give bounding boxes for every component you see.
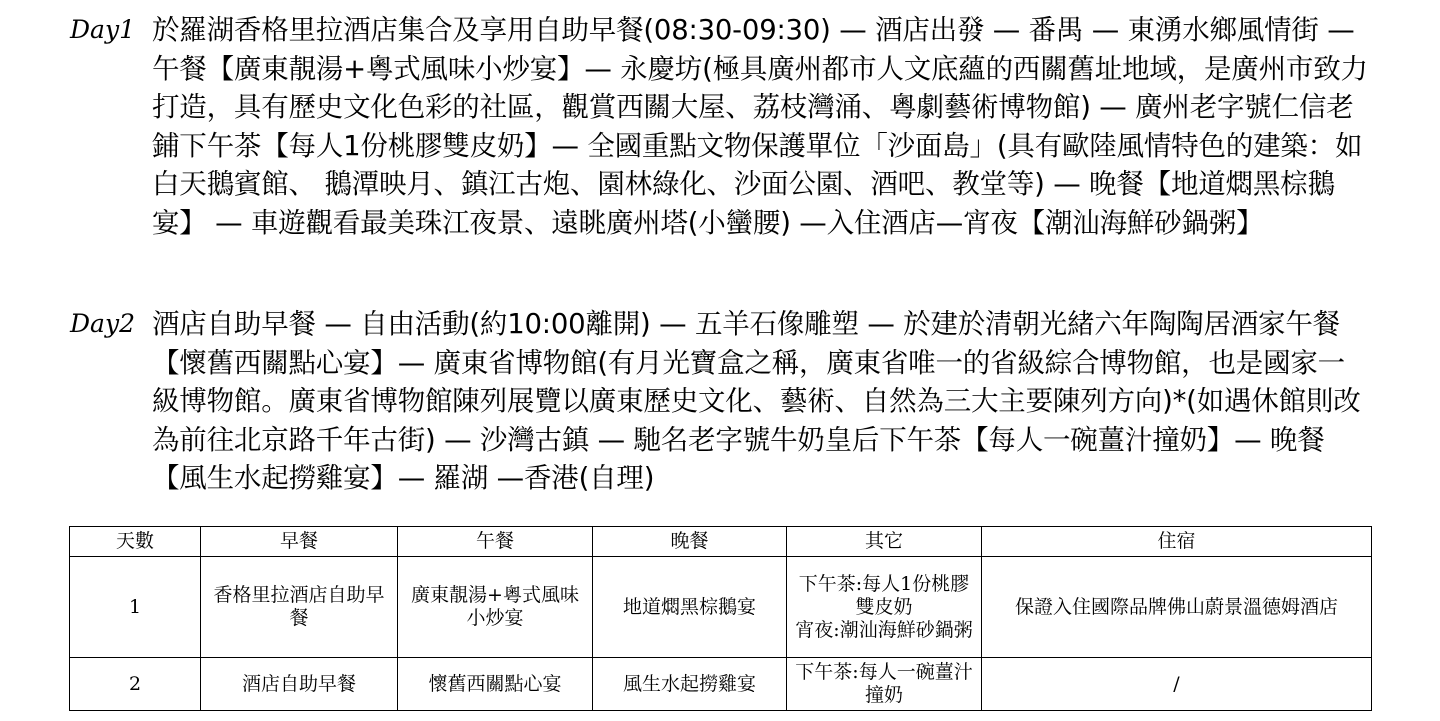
header-breakfast: 早餐: [201, 527, 398, 557]
table-row: [70, 557, 1372, 658]
cell-day: 1: [70, 557, 201, 658]
table-header-row: [70, 527, 1372, 557]
header-dinner: 晚餐: [593, 527, 787, 557]
day-1-label: Day1: [70, 15, 135, 44]
afternoon-tea-text: 下午茶:每人1份桃膠雙皮奶: [798, 572, 970, 618]
table-row: [70, 658, 1372, 711]
cell-other: [787, 557, 982, 658]
header-day: 天數: [70, 527, 201, 557]
cell-dinner: 地道燜黑棕鵝宴: [593, 557, 787, 658]
cell-dinner: 風生水起撈雞宴: [593, 658, 787, 711]
day-2-description: 酒店自助早餐 — 自由活動(約10:00離開) — 五羊石像雕塑 — 於建於清朝光緒六年陶陶居酒家午餐【懷舊西關點心宴】— 廣東省博物館(有月光寶盒之稱，廣東省唯一的省級綜合博物館，也是國家一級博物館。廣東省博物館陳列展覽以廣東歷史文化、藝術、自然為三大主要陳列方向)*(如遇休館則改為前往北京路千年古街) — 沙灣古鎮 — 馳名老字號牛奶皇后下午茶【每人一碗薑汁撞奶】— 晚餐【風生水起撈雞宴】— 羅湖 —香港(自理): [152, 308, 1361, 494]
cell-breakfast: 酒店自助早餐: [201, 658, 398, 711]
cell-breakfast: 香格里拉酒店自助早餐: [201, 557, 398, 658]
meal-table: [69, 526, 1372, 711]
header-lunch: 午餐: [398, 527, 593, 557]
day-2-label: Day2: [70, 309, 135, 338]
cell-other: [787, 658, 982, 711]
afternoon-tea-text: 下午茶:每人一碗薑汁撞奶: [795, 661, 973, 706]
header-hotel: 住宿: [982, 527, 1372, 557]
cell-day: 2: [70, 658, 201, 711]
day-1-description: 於羅湖香格里拉酒店集合及享用自助早餐(08:30-09:30) — 酒店出發 — 番禺 — 東湧水鄉風情街 — 午餐【廣東靚湯+粵式風味小炒宴】— 永慶坊(極具廣州都市人文底蘊的西關舊址地域，是廣州市致力打造，具有歷史文化色彩的社區，觀賞西關大屋、荔枝灣涌、粵劇藝術博物館) — 廣州老字號仁信老鋪下午茶【每人1份桃膠雙皮奶】— 全國重點文物保護單位「沙面島」(具有歐陸風情特色的建築：如白天鵝賓館、 鵝潭映月、鎮江古炮、園林綠化、沙面公園、酒吧、教堂等) — 晚餐【地道燜黑棕鵝宴】 — 車遊觀看最美珠江夜景、遠眺廣州塔(小蠻腰) —入住酒店—宵夜【潮汕海鮮砂鍋粥】: [152, 14, 1368, 239]
supper-text: 宵夜:潮汕海鮮砂鍋粥: [795, 618, 973, 641]
cell-hotel: 保證入住國際品牌佛山蔚景溫德姆酒店: [982, 557, 1372, 658]
cell-lunch: 懷舊西關點心宴: [398, 658, 593, 711]
header-other: 其它: [787, 527, 982, 557]
cell-lunch: 廣東靚湯+粵式風味小炒宴: [398, 557, 593, 658]
cell-hotel: /: [982, 658, 1372, 711]
